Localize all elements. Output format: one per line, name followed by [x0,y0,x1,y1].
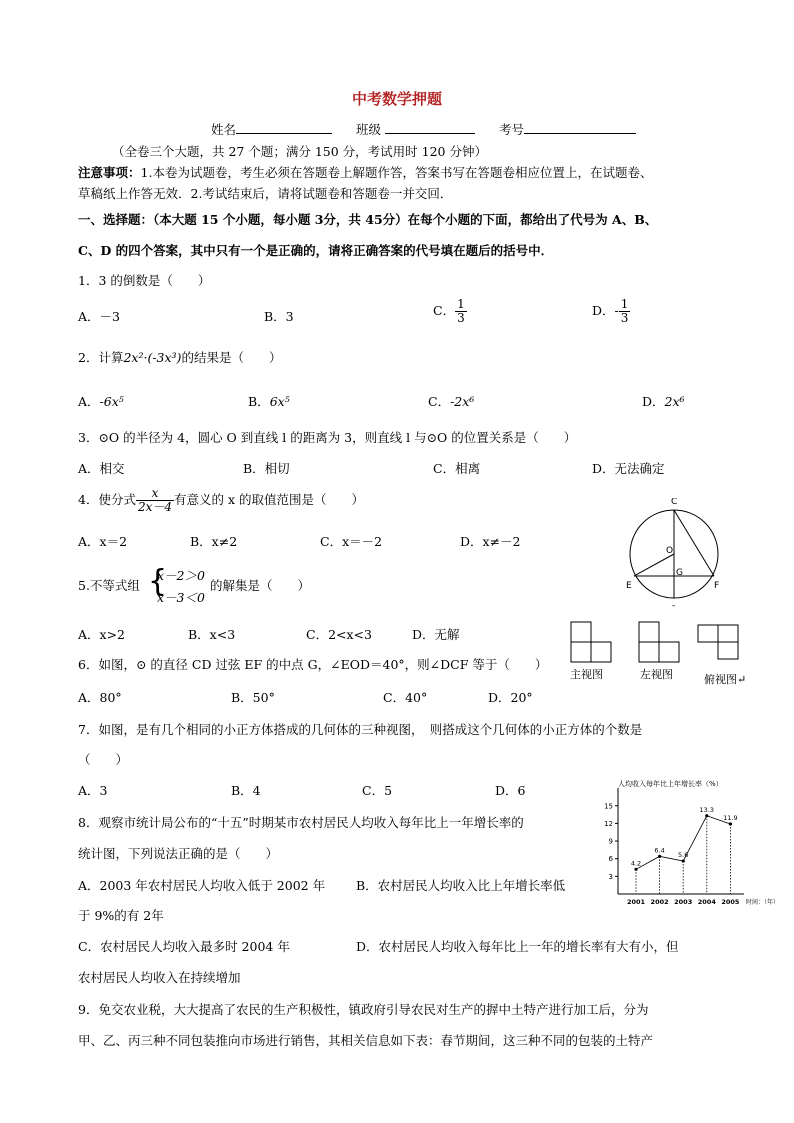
id-blank [524,121,636,134]
q4-fraction [136,487,174,514]
q6-option-a: A．80° [78,690,122,705]
q7-stem: 7．如图，是有几个相同的小正方体搭成的几何体的三种视图， 则搭成这个几何体的小正方体的个数是 [78,722,643,737]
data-label: 11.9 [723,814,738,822]
q5-ineq2-text: x－3＜0 [157,590,205,605]
data-label: 5.6 [678,851,689,860]
top-view-label: 俯视图↵ [704,673,747,686]
q5-option-c: C．2<x<3 [306,627,372,642]
q1-c-prefix: C． [433,303,456,318]
q8-line1: 8．观察市统计局公布的“十五”时期某市农村居民人均收入每年比上一年增长率的 [78,815,524,830]
q2-a-expr: -6x⁵ [99,394,124,409]
y-tick-label: 9 [608,837,613,846]
q5-option-d: D．无解 [412,627,460,642]
class-blank [385,121,475,134]
label-d: - [672,601,676,610]
y-tick-label: 6 [608,855,613,864]
chart-title: 人均收入每年比上年增长率（%） [618,780,723,788]
y-tick-label: 12 [604,819,613,828]
notes-line1 [78,163,652,181]
q7-option-c: C．5 [362,783,393,798]
x-tick-label: 2003 [674,898,693,906]
q1-option-d [592,298,630,325]
q5-stem-pre: 5.不等式组 [78,578,140,593]
q8-option-d: D．农村居民人均收入每年比上一年的增长率有大有小，但 [356,939,679,954]
q1-c-num: 1 [457,297,465,311]
section1-line1: 一、选择题：（本大题 15 个小题，每小题 3分，共 45分）在每个小题的下面，都给出了代号为 A、B、 [78,212,658,227]
name-blank [236,121,332,134]
name-label: 姓名 [211,122,237,137]
label-g: G [676,568,683,578]
q2-option-c [428,392,474,410]
q7-option-a: A．3 [78,783,108,798]
q2-c-expr: -2x⁶ [450,394,475,409]
q4-option-b: B．x≠2 [190,534,238,549]
q5-ineq1 [157,566,205,584]
data-label: 6.4 [654,846,665,855]
top-view [698,625,738,659]
q8-option-b-cont: 于 9%的有 2年 [78,908,164,923]
x-tick-label: 2004 [697,898,716,906]
q8-option-b: B．农村居民人均收入比上年增长率低 [356,878,566,893]
q2-option-d [642,392,685,410]
class-label: 班级 [356,122,382,137]
left-view [639,622,679,662]
x-tick-label: 2002 [650,898,669,906]
notes-text1: 1.本卷为试题卷，考生必须在答题卷上解题作答，答案书写在答题卷相应位置上，在试题卷、 [140,165,653,180]
q6-option-c: C．40° [383,690,428,705]
q7-option-d: D．6 [495,783,526,798]
three-views-figure [565,620,745,666]
q2-stem [78,348,281,366]
q1-option-c [433,298,467,325]
page-title: 中考数学押题 [351,90,442,108]
q2-option-b [248,392,290,410]
q1-stem: 1．3 的倒数是（ ） [78,273,211,288]
q6-option-d: D．20° [488,690,533,705]
q8-line2: 统计图，下列说法正确的是（ ） [78,846,279,861]
y-tick-label: 3 [608,872,613,881]
growth-rate-chart [596,770,792,910]
q4-stem-post: 有意义的 x 的取值范围是（ ） [174,492,364,507]
q2-d-expr: 2x⁶ [664,394,685,409]
front-view [571,622,611,662]
left-view-label: 左视图 [640,668,673,681]
q2-b-expr: 6x⁵ [269,394,290,409]
q4-stem-pre: 4．使分式 [78,492,136,507]
q2-stem-expr: 2x²·(-3x³) [123,350,182,365]
q9-line2: 甲、乙、丙三种不同包装推向市场进行销售，其相关信息如下表：春节期间，这三种不同的包装的土特产 [78,1033,654,1048]
id-label: 考号 [498,122,524,137]
subtitle: （全卷三个大题，共 27 个题；满分 150 分，考试用时 120 分钟） [112,144,487,159]
header-fields [211,120,636,138]
q3-option-b: B．相切 [243,461,290,476]
q5-ineq1-text: x－2＞0 [157,568,205,583]
q2-c-label: C． [428,394,451,409]
q4-option-a: A．x＝2 [78,534,128,549]
q2-option-a [78,392,124,410]
data-label: 13.3 [699,805,715,814]
q4-den: 2x－4 [137,500,172,514]
q8-option-d-cont: 农村居民人均收入在持续增加 [78,970,241,985]
q5-option-b: B．x<3 [188,627,236,642]
q3-option-a: A．相交 [78,461,125,476]
label-c: C [671,498,678,507]
q1-c-fraction [455,298,467,325]
notes-label: 注意事项： [78,165,141,180]
data-point [658,855,661,858]
q5-brace: { [148,564,168,599]
q7-paren: （ ） [78,752,129,767]
data-label: 4.2 [630,859,642,868]
data-point [682,859,685,862]
q3-option-d: D．无法确定 [592,461,665,476]
data-point [634,868,637,871]
segment-cf [674,510,714,576]
q1-option-a: A．－3 [78,309,120,324]
q2-d-label: D． [642,394,665,409]
q8-option-c: C．农村居民人均收入最多时 2004 年 [78,939,290,954]
q9-line1: 9．免交农业税，大大提高了农民的生产积极性，镇政府引导农民对生产的搱中土特产进行加工后，分为 [78,1002,649,1017]
q2-stem-post: 的结果是（ ） [181,350,282,365]
q5-ineq2 [157,588,205,606]
label-o: O [666,546,674,556]
section1-line2: C、D 的四个答案，其中只有一个是正确的，请将正确答案的代号填在题后的括号中． [78,243,554,258]
q1-c-den: 3 [457,311,465,325]
q1-d-prefix: D．- [592,303,619,318]
q1-d-fraction [619,298,631,325]
q4-option-c: C．x＝－2 [320,534,383,549]
q7-option-b: B．4 [231,783,261,798]
q2-a-label: A． [78,394,100,409]
data-point [705,814,708,817]
q8-option-a: A．2003 年农村居民人均收入低于 2002 年 [78,878,326,893]
q2-stem-pre: 2．计算 [78,350,124,365]
circle-figure [622,498,732,610]
q4-option-d: D．x≠－2 [460,534,521,549]
q1-d-num: 1 [620,297,629,311]
label-f: F [714,581,720,591]
q4-num: x [136,487,174,501]
label-e: E [626,581,632,591]
x-tick-label: 2005 [721,898,740,906]
notes-line2: 草稿纸上作答无效．2.考试结束后，请将试题卷和答题卷一并交回． [78,186,453,201]
q6-option-b: B．50° [231,690,275,705]
q3-option-c: C．相离 [433,461,481,476]
q2-b-label: B． [248,394,270,409]
x-tick-label: 2001 [626,898,646,906]
chart-plot [604,788,744,906]
data-point [729,822,732,825]
front-view-label: 主视图 [570,668,603,681]
q1-d-den: 3 [620,311,629,325]
q1-option-b: B．3 [264,309,294,324]
segment-oe [634,554,674,576]
y-tick-label: 15 [604,802,613,811]
q4-stem [78,487,364,514]
q5-stem-post: 的解集是（ ） [210,578,311,593]
chart-xlabel: 时间：（年） [746,899,780,906]
q5-option-a: A．x>2 [78,627,126,642]
q3-stem: 3．⊙O 的半径为 4，圆心 O 到直线 l 的距离为 3，则直线 l 与⊙O 的位置关系是（ ） [78,430,577,445]
q6-stem: 6．如图，⊙ 的直径 CD 过弦 EF 的中点 G，∠EOD＝40°，则∠DCF 等于（ ） [78,657,548,672]
